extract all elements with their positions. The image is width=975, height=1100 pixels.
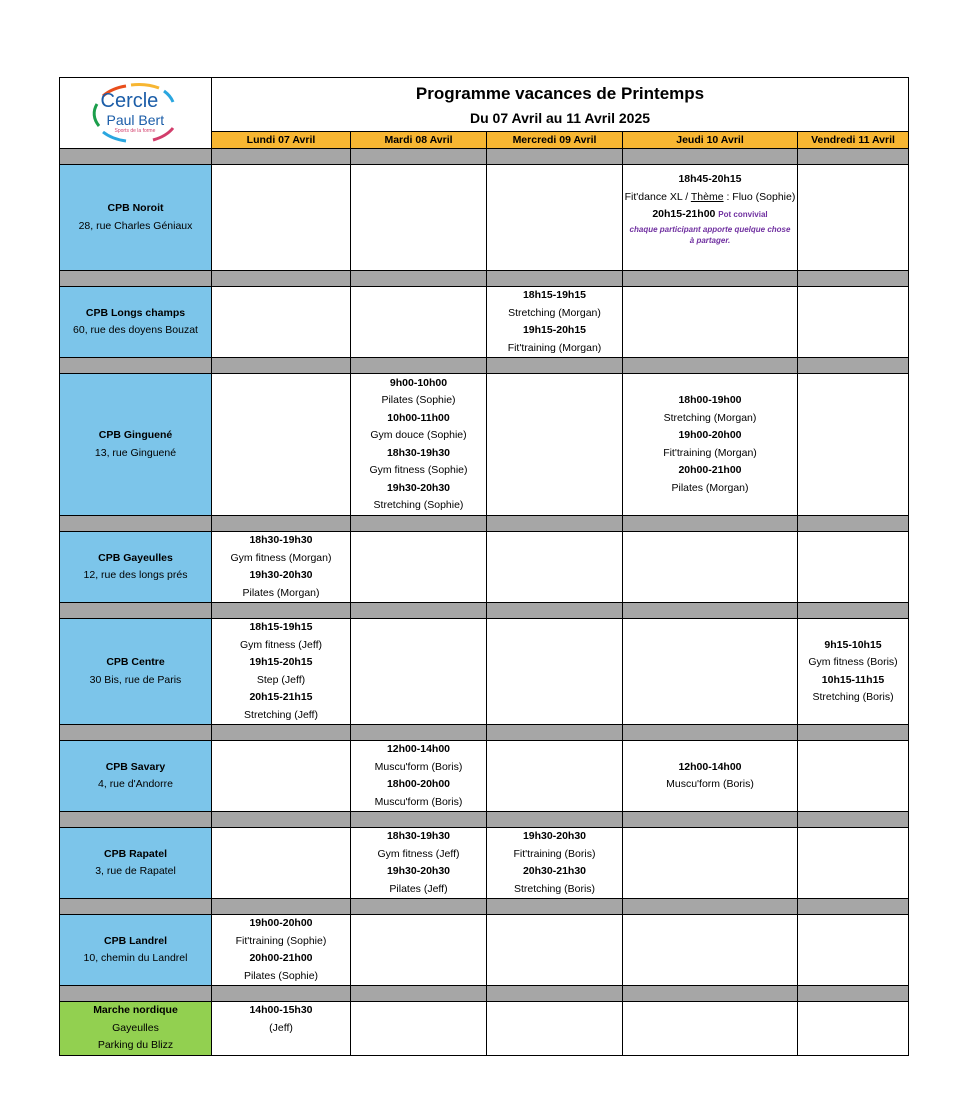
site-row (60, 915, 909, 986)
schedule-cell-thursday (623, 532, 798, 603)
session-activity-theme: Thème (690, 190, 724, 203)
separator-cell (487, 899, 623, 915)
session-activity: Gym douce (Sophie) (370, 429, 467, 441)
session-activity: Gym fitness (Jeff) (239, 638, 323, 651)
session-activity: Pilates (Morgan) (671, 481, 749, 494)
separator-row (60, 725, 909, 741)
session-activity: Pilates (Sophie) (381, 394, 456, 406)
session-time: 18h30-19h30 (249, 534, 313, 546)
schedule-cell-wednesday (487, 532, 623, 603)
session-slot (351, 863, 486, 898)
site-row (60, 287, 909, 358)
schedule-cell-tuesday (351, 532, 487, 603)
session-slot (351, 828, 486, 863)
site-address: 4, rue d'Andorre (98, 778, 173, 790)
schedule-cell-tuesday (351, 619, 487, 725)
site-address: 13, rue Ginguené (94, 446, 177, 459)
separator-cell (351, 812, 487, 828)
session-activity: Stretching (Morgan) (508, 306, 601, 319)
separator-cell (212, 812, 351, 828)
site-cell (60, 619, 212, 725)
separator-cell (487, 603, 623, 619)
session-activity: Gym fitness (Morgan) (230, 551, 332, 564)
session-time: 18h00-20h00 (386, 778, 451, 790)
day-header-friday: Vendredi 11 Avril (798, 132, 909, 149)
separator-row (60, 812, 909, 828)
schedule-cell-monday (212, 374, 351, 516)
logo-line1: Cercle (100, 90, 159, 112)
site-cell (60, 532, 212, 603)
session-time: 19h30-20h30 (386, 481, 451, 494)
day-header-thursday: Jeudi 10 Avril (623, 132, 798, 149)
schedule-cell-wednesday (487, 165, 623, 271)
site-cell (60, 287, 212, 358)
schedule-cell-tuesday (351, 374, 487, 516)
session-time: 20h00-21h00 (249, 952, 313, 964)
site-name: CPB Savary (105, 760, 166, 773)
separator-cell (351, 358, 487, 374)
separator-cell (212, 725, 351, 741)
schedule-cell-monday (212, 619, 351, 725)
separator-cell (212, 149, 351, 165)
separator-cell (351, 271, 487, 287)
session-activity: Gym fitness (Boris) (808, 656, 898, 668)
session-time: 18h30-19h30 (386, 830, 451, 842)
session-slot (212, 654, 350, 689)
session-time: 12h00-14h00 (386, 743, 451, 755)
schedule-cell-friday (798, 915, 909, 986)
site-cell (60, 915, 212, 986)
separator-cell (623, 149, 798, 165)
session-time: 19h30-20h30 (249, 569, 313, 581)
session-activity: Fit'training (Boris) (513, 847, 596, 860)
separator-cell (212, 516, 351, 532)
schedule-cell-monday (212, 165, 351, 271)
session-slot (212, 950, 350, 985)
session-activity: Muscu'form (Boris) (666, 778, 754, 790)
logo-line2: Paul Bert (106, 112, 165, 128)
schedule-cell-monday (212, 741, 351, 812)
day-header-monday: Lundi 07 Avril (212, 132, 351, 149)
separator-cell (60, 271, 212, 287)
session-time: 18h30-19h30 (386, 446, 451, 459)
separator-cell (60, 812, 212, 828)
session-time: 18h15-19h15 (249, 621, 313, 633)
separator-cell (798, 899, 909, 915)
session-activity: Fit'training (Morgan) (507, 341, 602, 354)
site-row (60, 741, 909, 812)
session-time: 18h45-20h15 (678, 173, 742, 185)
site-cell (60, 1002, 212, 1056)
schedule-cell-friday (798, 165, 909, 271)
session-slot (351, 741, 486, 776)
session-slot (212, 689, 350, 724)
separator-cell (60, 899, 212, 915)
schedule-cell-tuesday (351, 828, 487, 899)
session-time: 20h00-21h00 (678, 464, 742, 476)
session-slot (623, 206, 797, 246)
separator-cell (60, 516, 212, 532)
separator-cell (623, 812, 798, 828)
schedule-cell-thursday (623, 165, 798, 271)
session-time: 10h00-11h00 (387, 411, 450, 424)
separator-cell (212, 986, 351, 1002)
logo-tagline: Sports de la forme (114, 128, 156, 134)
day-header-wednesday: Mercredi 09 Avril (487, 132, 623, 149)
session-slot (351, 480, 486, 515)
separator-cell (351, 725, 487, 741)
schedule-cell-tuesday (351, 915, 487, 986)
separator-cell (487, 358, 623, 374)
schedule-cell-friday (798, 287, 909, 358)
schedule-cell-wednesday (487, 619, 623, 725)
session-activity: Fit'training (Sophie) (235, 934, 327, 947)
separator-cell (798, 516, 909, 532)
session-time: 19h15-20h15 (249, 656, 313, 668)
site-row (60, 532, 909, 603)
schedule-cell-monday (212, 532, 351, 603)
schedule-cell-monday (212, 828, 351, 899)
session-activity: Step (Jeff) (256, 673, 306, 686)
session-slot (487, 287, 622, 322)
separator-cell (487, 986, 623, 1002)
site-row (60, 165, 909, 271)
separator-cell (487, 271, 623, 287)
session-slot (623, 427, 797, 462)
separator-cell (487, 516, 623, 532)
schedule-cell-tuesday (351, 741, 487, 812)
session-slot (798, 637, 908, 672)
session-slot (623, 171, 797, 206)
session-activity: Stretching (Boris) (513, 882, 596, 895)
session-activity (623, 189, 797, 207)
session-slot (487, 863, 622, 898)
site-address: 28, rue Charles Géniaux (78, 219, 193, 232)
session-slot (212, 567, 350, 602)
site-cell (60, 828, 212, 899)
schedule-cell-wednesday (487, 915, 623, 986)
site-name: Marche nordique (93, 1004, 178, 1016)
separator-row (60, 899, 909, 915)
title-cell (212, 78, 909, 132)
separator-row (60, 271, 909, 287)
session-activity: (Jeff) (269, 1021, 293, 1034)
separator-cell (798, 986, 909, 1002)
session-activity: Pilates (Sophie) (243, 969, 319, 982)
separator-cell (351, 516, 487, 532)
session-time: 12h00-14h00 (678, 760, 742, 773)
session-time: 19h00-20h00 (678, 429, 742, 441)
session-slot (487, 828, 622, 863)
separator-cell (798, 358, 909, 374)
separator-cell (798, 149, 909, 165)
session-activity: Gym fitness (Jeff) (377, 847, 460, 860)
session-time: 19h30-20h30 (386, 865, 451, 877)
site-name: CPB Gayeulles (98, 551, 173, 564)
session-slot (212, 619, 350, 654)
site-address: 10, chemin du Landrel (83, 952, 188, 964)
separator-cell (351, 149, 487, 165)
schedule-cell-monday (212, 287, 351, 358)
separator-cell (623, 603, 798, 619)
schedule-cell-tuesday (351, 1002, 487, 1056)
session-slot (212, 1002, 350, 1037)
separator-cell (60, 603, 212, 619)
session-time: 9h00-10h00 (389, 376, 448, 389)
separator-cell (212, 899, 351, 915)
session-time: 19h15-20h15 (522, 324, 587, 336)
schedule-cell-thursday (623, 287, 798, 358)
site-name: CPB Ginguené (98, 429, 173, 441)
session-activity: Fit'training (Morgan) (663, 446, 757, 459)
schedule-table (59, 77, 909, 1056)
separator-cell (60, 149, 212, 165)
session-slot (351, 445, 486, 480)
schedule-cell-thursday (623, 1002, 798, 1056)
separator-row (60, 358, 909, 374)
site-name: CPB Longs champs (85, 306, 186, 319)
schedule-cell-friday (798, 619, 909, 725)
site-address: Gayeulles (112, 1021, 159, 1034)
session-time: 20h15-21h15 (249, 691, 313, 703)
site-cell (60, 374, 212, 516)
separator-cell (623, 271, 798, 287)
session-note: chaque participant apporte quelque chose à partager. (629, 224, 791, 245)
separator-cell (60, 358, 212, 374)
schedule-cell-monday (212, 1002, 351, 1056)
separator-row (60, 516, 909, 532)
session-slot (351, 375, 486, 410)
separator-cell (351, 899, 487, 915)
schedule-cell-tuesday (351, 165, 487, 271)
schedule-cell-friday (798, 1002, 909, 1056)
separator-cell (351, 986, 487, 1002)
session-activity: Pilates (Jeff) (389, 882, 448, 895)
separator-cell (212, 271, 351, 287)
separator-cell (623, 899, 798, 915)
separator-cell (623, 725, 798, 741)
site-name: CPB Rapatel (103, 847, 167, 860)
site-name: CPB Landrel (103, 934, 167, 947)
separator-cell (798, 725, 909, 741)
session-activity-pre: Fit'dance XL / (624, 190, 691, 203)
session-time: 10h15-11h15 (821, 673, 885, 686)
schedule-cell-friday (798, 532, 909, 603)
site-address: Parking du Blizz (97, 1039, 174, 1051)
schedule-cell-friday (798, 828, 909, 899)
session-time: 18h00-19h00 (678, 394, 742, 406)
session-slot (351, 776, 486, 811)
site-row (60, 374, 909, 516)
day-header-tuesday: Mardi 08 Avril (351, 132, 487, 149)
session-time: 20h15-21h00 Pot convivial (652, 208, 768, 220)
session-activity: Stretching (Jeff) (244, 708, 318, 721)
session-time: 19h00-20h00 (249, 917, 313, 929)
session-activity-post: : Fluo (Sophie) (723, 190, 796, 203)
page-title: Programme vacances de Printemps (415, 83, 705, 103)
schedule-cell-wednesday (487, 741, 623, 812)
separator-cell (798, 603, 909, 619)
session-note-head: Pot convivial (718, 210, 768, 219)
title-row (60, 78, 909, 132)
session-activity: Pilates (Morgan) (242, 586, 320, 599)
schedule-cell-thursday (623, 915, 798, 986)
session-slot (351, 410, 486, 445)
session-slot (623, 462, 797, 497)
schedule-cell-friday (798, 374, 909, 516)
session-activity: Gym fitness (Sophie) (369, 464, 468, 476)
schedule-cell-wednesday (487, 1002, 623, 1056)
separator-row (60, 986, 909, 1002)
separator-cell (487, 149, 623, 165)
site-address: 12, rue des longs prés (83, 569, 188, 581)
separator-cell (60, 986, 212, 1002)
separator-cell (798, 271, 909, 287)
schedule-cell-thursday (623, 619, 798, 725)
session-slot (212, 532, 350, 567)
separator-cell (487, 725, 623, 741)
separator-cell (798, 812, 909, 828)
session-activity: Muscu'form (Boris) (374, 795, 463, 808)
separator-cell (487, 812, 623, 828)
separator-cell (60, 725, 212, 741)
session-slot (212, 915, 350, 950)
site-name: CPB Centre (106, 656, 165, 668)
separator-cell (623, 358, 798, 374)
site-name: CPB Noroit (107, 202, 164, 214)
schedule-cell-wednesday (487, 287, 623, 358)
separator-row (60, 149, 909, 165)
session-time: 19h30-20h30 (522, 830, 587, 842)
page-subtitle: Du 07 Avril au 11 Avril 2025 (470, 109, 651, 126)
separator-cell (212, 603, 351, 619)
separator-cell (623, 986, 798, 1002)
session-activity: Muscu'form (Boris) (374, 760, 463, 773)
site-address: 60, rue des doyens Bouzat (73, 324, 198, 336)
schedule-cell-thursday (623, 374, 798, 516)
schedule-cell-wednesday (487, 828, 623, 899)
site-cell (60, 741, 212, 812)
session-slot (798, 672, 908, 707)
session-time: 14h00-15h30 (249, 1004, 313, 1016)
session-activity: Stretching (Morgan) (663, 411, 757, 424)
session-activity: Stretching (Sophie) (373, 499, 464, 511)
separator-cell (212, 358, 351, 374)
site-row-nordic (60, 1002, 909, 1056)
session-slot (623, 392, 797, 427)
site-address: 3, rue de Rapatel (95, 865, 176, 877)
site-row (60, 619, 909, 725)
session-time: 18h15-19h15 (522, 289, 587, 301)
schedule-cell-thursday (623, 828, 798, 899)
schedule-cell-tuesday (351, 287, 487, 358)
site-cell (60, 165, 212, 271)
site-row (60, 828, 909, 899)
separator-cell (623, 516, 798, 532)
session-activity: Stretching (Boris) (812, 691, 894, 703)
separator-row (60, 603, 909, 619)
session-time: 9h15-10h15 (824, 638, 882, 651)
session-slot (487, 322, 622, 357)
session-slot (623, 759, 797, 794)
schedule-cell-friday (798, 741, 909, 812)
schedule-cell-thursday (623, 741, 798, 812)
site-address: 30 Bis, rue de Paris (89, 673, 182, 686)
session-time: 20h30-21h30 (522, 865, 587, 877)
cercle-paul-bert-logo (81, 82, 191, 144)
schedule-cell-monday (212, 915, 351, 986)
schedule-cell-wednesday (487, 374, 623, 516)
separator-cell (351, 603, 487, 619)
logo-cell (60, 78, 212, 149)
schedule-sheet (59, 77, 908, 1056)
